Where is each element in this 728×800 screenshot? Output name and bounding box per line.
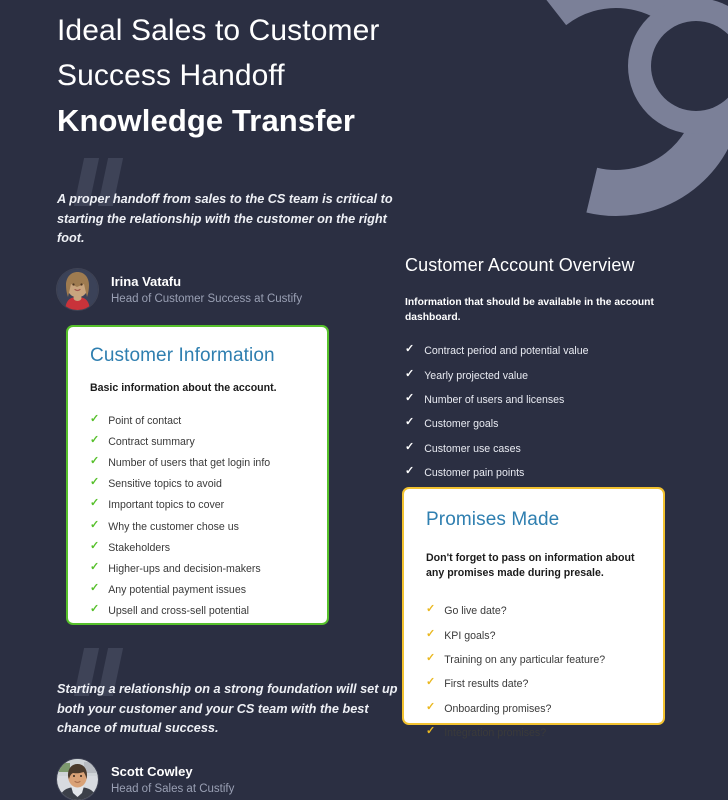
- list-item: [405, 437, 685, 461]
- inner-circle-hole: [651, 21, 728, 111]
- check-icon: ✓: [90, 497, 100, 510]
- check-icon: ✓: [90, 582, 100, 595]
- list-item-label: KPI goals?: [444, 629, 496, 642]
- check-icon: ✓: [426, 676, 436, 689]
- list-item: [90, 537, 307, 558]
- customer-information-card: [66, 325, 329, 625]
- quote-block-bottom: [57, 650, 402, 800]
- outer-ring-arc: [500, 0, 728, 234]
- list-item-label: First results date?: [444, 678, 529, 691]
- list-item: [405, 412, 685, 436]
- check-icon: ✓: [426, 651, 436, 664]
- check-icon: ✓: [90, 476, 100, 489]
- check-icon: ✓: [405, 440, 415, 453]
- list-item: [426, 721, 643, 745]
- inner-filled-circle: [628, 0, 728, 134]
- check-icon: ✓: [405, 343, 415, 356]
- list-item: [90, 495, 307, 516]
- author-name: Scott Cowley: [111, 763, 193, 779]
- list-item-label: Number of users and licenses: [424, 393, 565, 406]
- section-subtitle: Information that should be available in the account dashboard.: [405, 297, 654, 323]
- check-icon: ✓: [405, 416, 415, 429]
- card-subtitle: Don't forget to pass on information about any promises made during presale.: [426, 552, 635, 579]
- list-item: [405, 461, 685, 485]
- list-item-label: Sensitive topics to avoid: [108, 478, 222, 491]
- list-item-label: Onboarding promises?: [444, 702, 552, 715]
- list-item-label: Number of users that get login info: [108, 456, 271, 469]
- list-item: [405, 388, 685, 412]
- list-item: [405, 339, 685, 363]
- list-item-label: Integration promises?: [444, 727, 547, 740]
- check-icon: ✓: [426, 627, 436, 640]
- author-name: Irina Vatafu: [111, 273, 182, 289]
- list-item-label: Higher-ups and decision-makers: [108, 562, 261, 575]
- list-item-label: Yearly projected value: [424, 369, 529, 382]
- list-item: [405, 363, 685, 387]
- list-item-label: Any potential payment issues: [108, 584, 247, 597]
- list-item: [426, 623, 643, 647]
- title-line-1: Ideal Sales to Customer: [57, 14, 380, 47]
- promises-made-list: [404, 581, 663, 745]
- list-item: [90, 452, 307, 473]
- check-icon: ✓: [90, 412, 100, 425]
- list-item: [426, 648, 643, 672]
- card-subtitle: Basic information about the account.: [90, 382, 277, 394]
- author-text: [111, 274, 302, 305]
- check-icon: ✓: [90, 454, 100, 467]
- list-item: [90, 516, 307, 537]
- quote-block-top: [57, 160, 402, 310]
- list-item-label: Important topics to cover: [108, 499, 225, 512]
- avatar: [57, 269, 98, 310]
- list-item: [90, 474, 307, 495]
- card-title: Customer Information: [90, 345, 275, 366]
- list-item: [90, 580, 307, 601]
- check-icon: ✓: [90, 539, 100, 552]
- list-item: [426, 672, 643, 696]
- section-title: Customer Account Overview: [405, 255, 635, 275]
- list-item-label: Stakeholders: [108, 541, 171, 554]
- check-icon: ✓: [426, 725, 436, 738]
- avatar-scott-image: [57, 759, 98, 800]
- title-line-2: Success Handoff: [57, 59, 285, 92]
- check-icon: ✓: [90, 603, 100, 616]
- decorative-logo-mark: [500, 0, 728, 234]
- check-icon: ✓: [90, 433, 100, 446]
- list-item: [90, 431, 307, 452]
- list-item-label: Go live date?: [444, 605, 507, 618]
- list-item: [90, 601, 307, 622]
- title-line-3: Knowledge Transfer: [57, 103, 356, 138]
- card-title: Promises Made: [426, 509, 560, 530]
- customer-account-overview-section: [405, 253, 685, 510]
- list-item-label: Customer pain points: [424, 467, 525, 480]
- list-item: [426, 697, 643, 721]
- check-icon: ✓: [90, 560, 100, 573]
- quote-text: A proper handoff from sales to the CS team is critical to starting the relationship with the customer on the right foot.: [57, 192, 393, 245]
- list-item-label: Point of contact: [108, 414, 182, 427]
- quote-author: [57, 269, 402, 310]
- list-item: [90, 410, 307, 431]
- customer-account-overview-list: [405, 339, 685, 510]
- check-icon: ✓: [405, 465, 415, 478]
- list-item-label: Customer goals: [424, 418, 499, 431]
- customer-information-list: [68, 396, 327, 622]
- logo-mark-svg: [500, 0, 728, 234]
- author-text: [111, 764, 234, 795]
- check-icon: ✓: [90, 518, 100, 531]
- list-item-label: Why the customer chose us: [108, 520, 239, 533]
- check-icon: ✓: [405, 367, 415, 380]
- list-item: [426, 599, 643, 623]
- author-role: Head of Customer Success at Custify: [111, 292, 303, 305]
- check-icon: ✓: [426, 700, 436, 713]
- list-item-label: Contract summary: [108, 435, 195, 448]
- quote-text: Starting a relationship on a strong foundation will set up both your customer and your CS team with the best chance of mutual success.: [57, 682, 398, 735]
- author-role: Head of Sales at Custify: [111, 782, 235, 795]
- check-icon: ✓: [426, 603, 436, 616]
- quote-author: [57, 759, 402, 800]
- list-item: [90, 558, 307, 579]
- check-icon: ✓: [405, 391, 415, 404]
- avatar: [57, 759, 98, 800]
- list-item-label: Customer use cases: [424, 442, 521, 455]
- list-item-label: Contract period and potential value: [424, 345, 589, 358]
- promises-made-card: [402, 487, 665, 740]
- page-header: [57, 8, 487, 143]
- list-item-label: Upsell and cross-sell potential: [108, 605, 249, 618]
- list-item-label: Training on any particular feature?: [444, 653, 606, 666]
- avatar-irina-image: [57, 269, 98, 310]
